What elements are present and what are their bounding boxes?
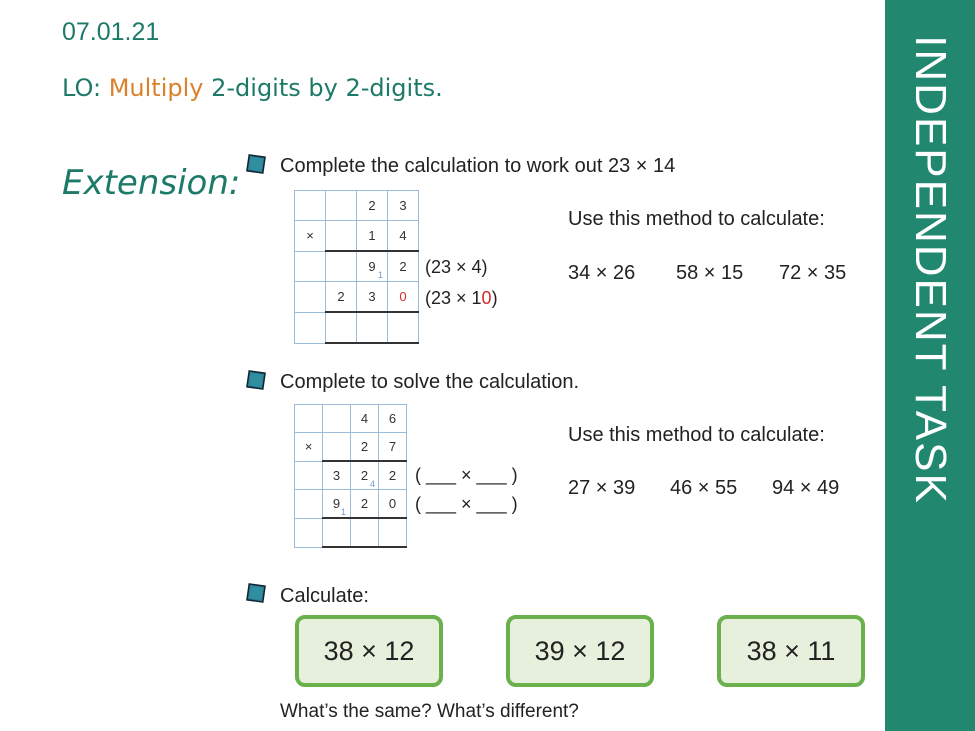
q2-text: Complete to solve the calculation.: [280, 371, 580, 393]
grid-cell: [351, 518, 379, 547]
grid-cell: 3: [388, 191, 419, 221]
carry-digit: 1: [378, 270, 384, 280]
side-title: INDEPENDENT TASK: [906, 34, 956, 505]
table-row: [295, 191, 419, 221]
grid-cell: 0: [388, 282, 419, 313]
q1-note-2-a: (23 × 1: [425, 288, 482, 308]
grid-cell: [326, 221, 357, 252]
table-row: [295, 282, 419, 313]
grid-cell: [295, 490, 323, 519]
grid-cell: [295, 405, 323, 433]
calc-item: 94 × 49: [772, 477, 840, 499]
grid-cell: 2: [388, 251, 419, 282]
calc-box: 38 × 11: [717, 615, 865, 687]
grid-cell: [323, 433, 351, 462]
grid-cell-with-carry: [323, 490, 351, 519]
calc-box: 38 × 12: [295, 615, 443, 687]
grid-cell: ×: [295, 221, 326, 252]
side-panel: [885, 0, 975, 731]
grid-cell: 4: [351, 405, 379, 433]
carry-digit: 1: [341, 507, 347, 517]
q3-text: Calculate:: [280, 585, 369, 607]
q2-note-2: ( ___ × ___ ): [415, 494, 518, 514]
table-row: [295, 518, 407, 547]
calc-item: 46 × 55: [670, 477, 738, 499]
learning-objective: [62, 74, 443, 102]
grid-cell: [326, 251, 357, 282]
calc-item: 58 × 15: [676, 262, 744, 284]
grid-cell: 4: [388, 221, 419, 252]
table-row: [295, 251, 419, 282]
grid-cell: [326, 312, 357, 343]
q1-note-2-c: ): [491, 288, 498, 308]
table-row: [295, 461, 407, 490]
lo-prefix: LO:: [62, 74, 109, 102]
table-row: [295, 433, 407, 462]
q1-method-label: Use this method to calculate:: [568, 208, 825, 230]
grid-cell-with-carry: [351, 461, 379, 490]
calc-item: 72 × 35: [779, 262, 847, 284]
grid-cell: [295, 251, 326, 282]
carry-digit: 4: [370, 479, 376, 489]
table-row: [295, 312, 419, 343]
grid-digit: 2: [360, 468, 369, 483]
grid-cell: [295, 518, 323, 547]
q2-note-1: ( ___ × ___ ): [415, 465, 518, 485]
grid-cell-with-carry: [357, 251, 388, 282]
grid-cell: 0: [379, 490, 407, 519]
q1-note-2-b: 0: [481, 288, 492, 308]
grid-cell: 3: [357, 282, 388, 313]
grid-cell: [295, 282, 326, 313]
grid-cell: 3: [323, 461, 351, 490]
lo-highlight: Multiply: [108, 74, 204, 102]
diamond-square-icon: [245, 153, 267, 175]
grid-digit: 9: [332, 496, 341, 511]
grid-cell: [388, 312, 419, 343]
table-row: [295, 221, 419, 252]
grid-cell: [295, 461, 323, 490]
calc-box: 39 × 12: [506, 615, 654, 687]
grid-cell: 2: [351, 490, 379, 519]
q1-note-2: [425, 288, 498, 309]
q1-calcs: [568, 262, 846, 285]
q1-grid: [294, 190, 419, 344]
extension-label: Extension:: [62, 163, 241, 203]
grid-cell: [379, 518, 407, 547]
grid-cell: 1: [357, 221, 388, 252]
grid-cell: 7: [379, 433, 407, 462]
grid-cell: [357, 312, 388, 343]
q2-grid: [294, 404, 407, 548]
grid-cell: [323, 518, 351, 547]
grid-cell: ×: [295, 433, 323, 462]
calc-item: 27 × 39: [568, 477, 636, 499]
grid-cell: 6: [379, 405, 407, 433]
grid-cell: [295, 191, 326, 221]
calc-item: 34 × 26: [568, 262, 636, 284]
q2-method-label: Use this method to calculate:: [568, 424, 825, 446]
diamond-square-icon: [245, 582, 267, 604]
table-row: [295, 405, 407, 433]
q2-calcs: [568, 477, 839, 500]
lo-rest: 2-digits by 2-digits.: [203, 74, 443, 102]
grid-cell: 2: [379, 461, 407, 490]
q1-note-1: (23 × 4): [425, 257, 488, 277]
grid-cell: 2: [351, 433, 379, 462]
diamond-square-icon: [245, 369, 267, 391]
table-row: [295, 490, 407, 519]
q1-text: Complete the calculation to work out 23 × 14: [280, 155, 676, 177]
q3-question: What’s the same? What’s different?: [280, 701, 579, 722]
grid-cell: [326, 191, 357, 221]
grid-cell: 2: [357, 191, 388, 221]
grid-digit: 9: [368, 259, 376, 274]
grid-cell: [295, 312, 326, 343]
date: 07.01.21: [62, 18, 160, 46]
grid-cell: [323, 405, 351, 433]
grid-cell: 2: [326, 282, 357, 313]
